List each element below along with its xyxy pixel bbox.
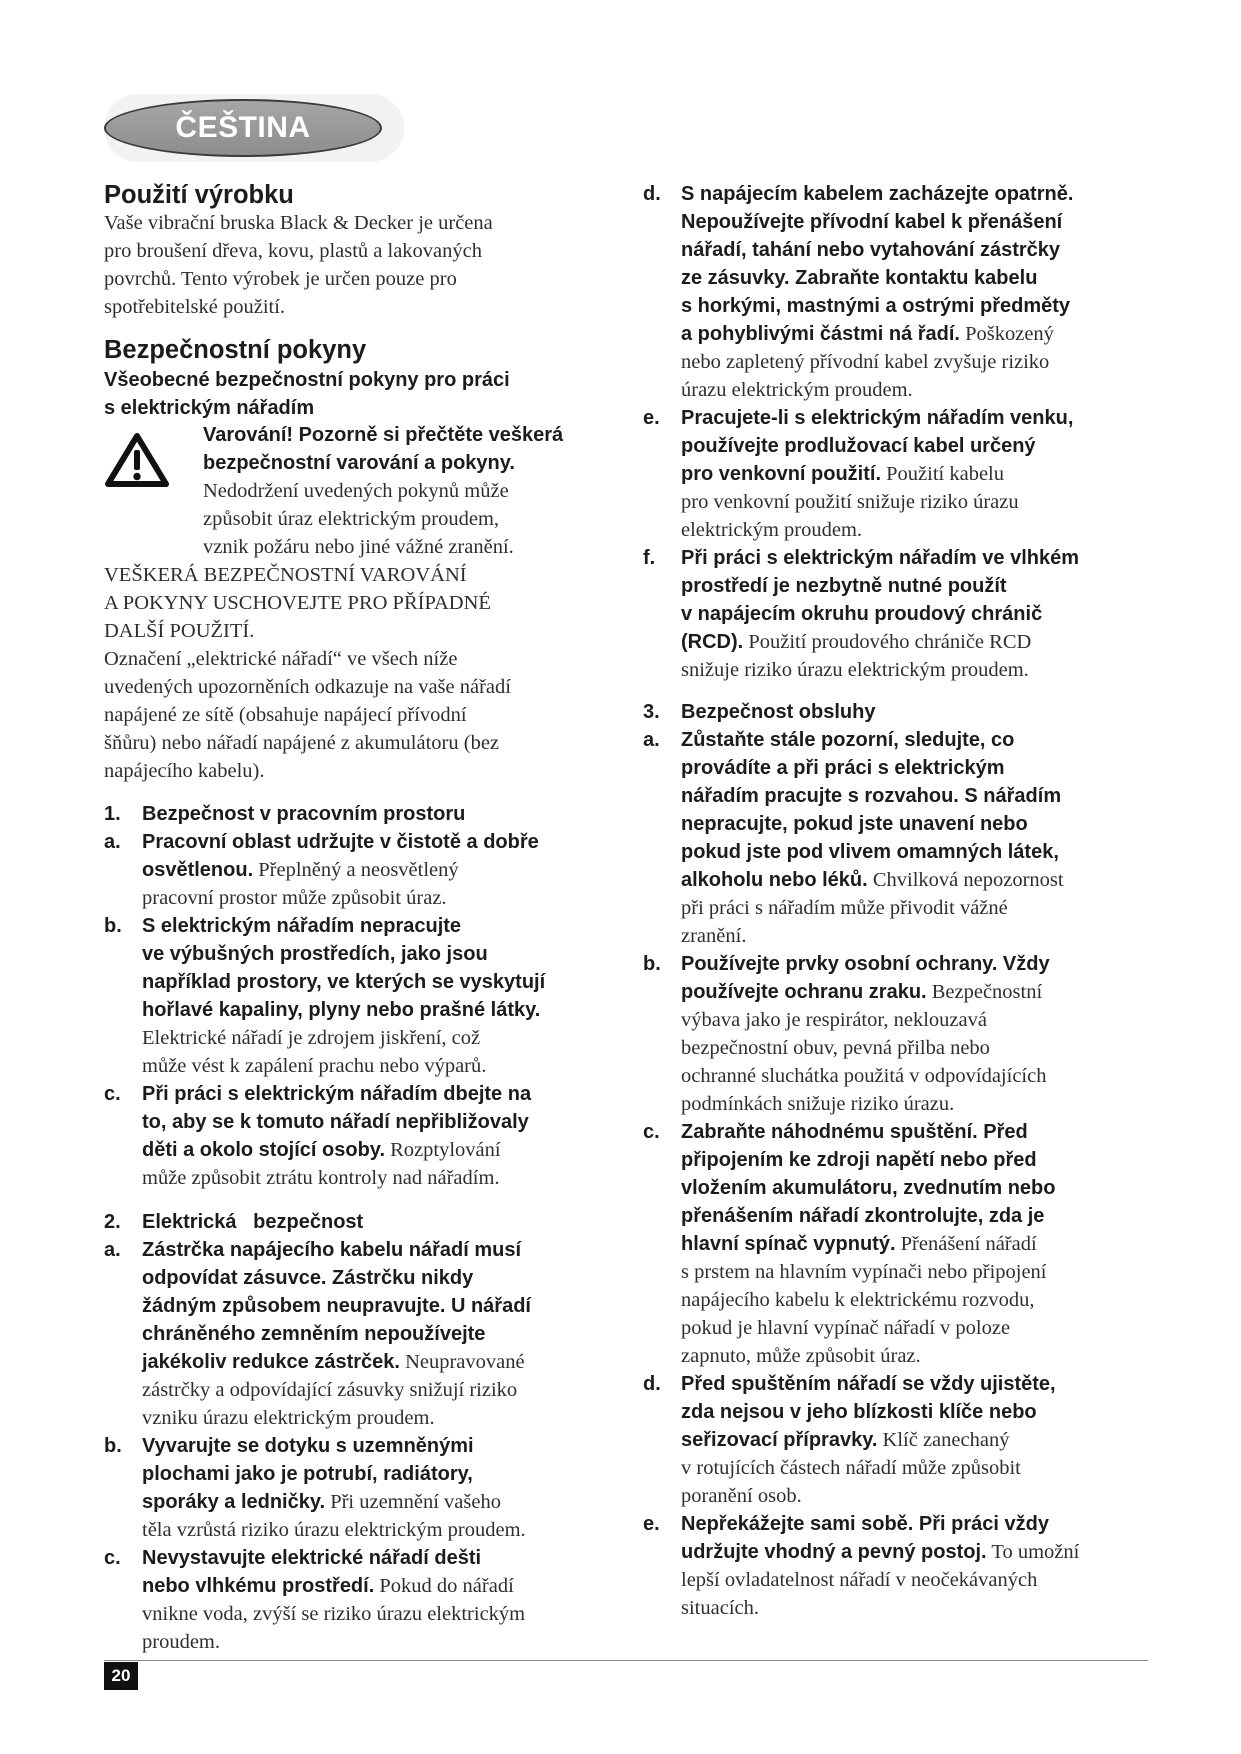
item-line: výbava jako je respirátor, neklouzavá (681, 1009, 987, 1031)
item-line-bold: S napájecím kabelem zacházejte opatrně. (681, 183, 1074, 205)
item-marker: c. (643, 1121, 660, 1143)
item-2d (643, 180, 1079, 404)
item-line-bold: udržujte vhodný a pevný postoj. (681, 1541, 987, 1563)
item-line (104, 856, 545, 884)
item-first-line (643, 726, 1079, 754)
section-3 (643, 698, 1079, 1622)
item-line: používejte prodlužovací kabel určený (681, 435, 1036, 457)
keep-line: A POKYNY USCHOVEJTE PRO PŘÍPADNÉ (104, 592, 491, 614)
section-2 (104, 1208, 531, 1656)
item-marker: c. (104, 1083, 121, 1105)
item-line: může způsobit ztrátu kontroly nad nářadím. (142, 1167, 500, 1189)
subtitle-line: Všeobecné bezpečnostní pokyny pro práci (104, 369, 510, 391)
item-line-text: Přeplněný a neosvětlený (258, 859, 459, 881)
item-line: v rotujících částech nářadí může způsobit (681, 1457, 1021, 1479)
item-line: hořlavé kapaliny, plyny nebo prašné látky. (142, 999, 541, 1021)
item-line-bold: Pracujete-li s elektrickým nářadím venku, (681, 407, 1074, 429)
item-2b (104, 1432, 531, 1544)
item-line-bold: Nevystavujte elektrické nářadí dešti (142, 1547, 482, 1569)
item-line: pokud jste pod vlivem omamných látek, (681, 841, 1059, 863)
item-1c (104, 1080, 545, 1192)
subtitle-line: s elektrickým nářadím (104, 397, 315, 419)
item-first-line (643, 1510, 1079, 1538)
item-3d (643, 1370, 1079, 1510)
usage-paragraph (104, 209, 493, 321)
item-line: nářadím pracujte s rozvahou. S nářadím (681, 785, 1062, 807)
item-line: připojením ke zdroji napětí nebo před (681, 1149, 1037, 1171)
item-marker: e. (643, 407, 660, 429)
item-line-bold: sporáky a ledničky. (142, 1491, 326, 1513)
item-line (104, 1136, 545, 1164)
item-line: ve výbušných prostředích, jako jsou (142, 943, 488, 965)
warning-triangle-icon (104, 431, 170, 489)
item-first-line (104, 1544, 531, 1572)
item-marker: b. (643, 953, 661, 975)
item-2e (643, 404, 1079, 544)
section-heading (104, 1208, 531, 1236)
safety-subtitle (104, 366, 510, 422)
item-line: podmínkách snižuje riziko úrazu. (681, 1093, 955, 1115)
item-line-bold: seřizovací přípravky. (681, 1429, 878, 1451)
item-1a (104, 828, 545, 912)
item-line-bold: Pracovní oblast udržujte v čistotě a dobře (142, 831, 539, 853)
item-line: například prostory, ve kterých se vyskytují (142, 971, 546, 993)
item-line: žádným způsobem neupravujte. U nářadí (142, 1295, 531, 1317)
item-marker: d. (643, 1373, 661, 1395)
item-line (104, 1572, 531, 1600)
language-label: ČEŠTINA (175, 111, 311, 144)
item-1b (104, 912, 545, 1080)
item-line (643, 1538, 1079, 1566)
item-line-text: Poškozený (965, 323, 1054, 345)
item-first-line (104, 1080, 545, 1108)
item-first-line (643, 544, 1079, 572)
item-3c (643, 1118, 1079, 1370)
item-3a (643, 726, 1079, 950)
item-line-bold: Nepřekážejte sami sobě. Při práci vždy (681, 1513, 1049, 1535)
item-line: může vést k zapálení prachu nebo výparů. (142, 1055, 487, 1077)
item-line-bold: Zůstaňte stále pozorní, sledujte, co (681, 729, 1015, 751)
item-line-bold: Před spuštěním nářadí se vždy ujistěte, (681, 1373, 1056, 1395)
item-first-line (643, 1370, 1079, 1398)
item-line: nářadí, tahání nebo vytahování zástrčky (681, 239, 1061, 261)
item-line-bold: Používejte prvky osobní ochrany. Vždy (681, 953, 1050, 975)
item-line: proudem. (142, 1631, 220, 1653)
body-line: spotřebitelské použití. (104, 296, 286, 318)
item-line: bezpečnostní obuv, pevná přilba nebo (681, 1037, 990, 1059)
item-line: ze zásuvky. Zabraňte kontaktu kabelu (681, 267, 1038, 289)
note-line: šňůru) nebo nářadí napájené z akumulátoru (bez (104, 732, 500, 754)
item-line (104, 1348, 531, 1376)
item-line: plochami jako je potrubí, radiátory, (142, 1463, 473, 1485)
item-line-text: Chvilková nepozornost (872, 869, 1064, 891)
item-line: pracovní prostor může způsobit úraz. (142, 887, 447, 909)
item-line-bold: (RCD). (681, 631, 744, 653)
item-line (643, 866, 1079, 894)
item-line: situacích. (681, 1597, 759, 1619)
item-line (643, 1426, 1079, 1454)
item-line: napájecího kabelu k elektrickému rozvodu, (681, 1289, 1035, 1311)
item-line: vložením akumulátoru, zvednutím nebo (681, 1177, 1056, 1199)
item-line (643, 320, 1079, 348)
item-line: nebo zapletený přívodní kabel zvyšuje riziko (681, 351, 1050, 373)
page-number: 20 (104, 1662, 138, 1690)
warning-line: vznik požáru nebo jiné vážné zranění. (203, 536, 514, 558)
item-line-text: Bezpečnostní (931, 981, 1043, 1003)
section-title: Elektrická bezpečnost (142, 1211, 364, 1233)
item-first-line (643, 180, 1079, 208)
item-3b (643, 950, 1079, 1118)
item-line: vzniku úrazu elektrickým proudem. (142, 1407, 435, 1429)
item-marker: d. (643, 183, 661, 205)
item-line (104, 1488, 531, 1516)
item-line: zástrčky a odpovídající zásuvky snižují riziko (142, 1379, 518, 1401)
body-line: povrchů. Tento výrobek je určen pouze pro (104, 268, 457, 290)
body-line: pro broušení dřeva, kovu, plastů a lakovaných (104, 240, 483, 262)
item-line-bold: Zabraňte náhodnému spuštění. Před (681, 1121, 1028, 1143)
item-line-bold: hlavní spínač vypnutý. (681, 1233, 896, 1255)
item-line-bold: Při práci s elektrickým nářadím ve vlhkém (681, 547, 1079, 569)
item-first-line (643, 1118, 1079, 1146)
item-line-bold: pro venkovní použití. (681, 463, 882, 485)
item-line: snižuje riziko úrazu elektrickým proudem. (681, 659, 1029, 681)
item-line-bold: a pohyblivými částmi ná řadí. (681, 323, 960, 345)
keep-line: DALŠÍ POUŽITÍ. (104, 620, 255, 642)
section-title: Bezpečnost obsluhy (681, 701, 876, 723)
note-line: Označení „elektrické nářadí“ ve všech níže (104, 648, 458, 670)
note-line: napájecího kabelu). (104, 760, 265, 782)
item-line: provádíte a při práci s elektrickým (681, 757, 1005, 779)
item-marker: f. (643, 547, 656, 569)
item-line-text: Rozptylování (390, 1139, 501, 1161)
item-marker: a. (104, 831, 121, 853)
item-marker: e. (643, 1513, 660, 1535)
item-line: chráněného zemněním nepoužívejte (142, 1323, 486, 1345)
item-line-bold: děti a okolo stojící osoby. (142, 1139, 385, 1161)
item-marker: c. (104, 1547, 121, 1569)
footer-rule (104, 1660, 1148, 1661)
item-line-bold: Vyvarujte se dotyku s uzemněnými (142, 1435, 474, 1457)
item-first-line (643, 404, 1079, 432)
section-heading (643, 698, 1079, 726)
item-line: prostředí je nezbytně nutné použít (681, 575, 1007, 597)
warning-bold-line: Varování! Pozorně si přečtěte veškerá (203, 424, 564, 446)
item-3e (643, 1510, 1079, 1622)
item-line: vnikne voda, zvýší se riziko úrazu elektrickým (142, 1603, 526, 1625)
section-title: Bezpečnost v pracovním prostoru (142, 803, 466, 825)
section-number: 2. (104, 1211, 121, 1233)
item-line-text: Pokud do nářadí (379, 1575, 514, 1597)
item-first-line (643, 950, 1079, 978)
warning-line: Nedodržení uvedených pokynů může (203, 480, 509, 502)
item-line-text: Použití kabelu (886, 463, 1004, 485)
item-first-line (104, 1236, 531, 1264)
item-line: v napájecím okruhu proudový chránič (681, 603, 1043, 625)
item-line: Nepoužívejte přívodní kabel k přenášení (681, 211, 1063, 233)
item-line-text: Při uzemnění vašeho (330, 1491, 501, 1513)
item-line-text: To umožní (991, 1541, 1080, 1563)
item-line: přenášením nářadí zkontrolujte, zda je (681, 1205, 1045, 1227)
item-line: úrazu elektrickým proudem. (681, 379, 913, 401)
item-marker: a. (643, 729, 660, 751)
item-line: poranění osob. (681, 1485, 802, 1507)
item-line: s prstem na hlavním vypínači nebo připojení (681, 1261, 1047, 1283)
item-line-bold: používejte ochranu zraku. (681, 981, 927, 1003)
item-2a (104, 1236, 531, 1432)
section-number: 3. (643, 701, 660, 723)
item-line-bold: alkoholu nebo léků. (681, 869, 868, 891)
item-first-line (104, 1432, 531, 1460)
item-line: při práci s nářadím může přivodit vážné (681, 897, 1008, 919)
item-2f (643, 544, 1079, 684)
item-line-bold: nebo vlhkému prostředí. (142, 1575, 375, 1597)
item-line (643, 978, 1079, 1006)
item-line: elektrickým proudem. (681, 519, 863, 541)
item-marker: b. (104, 1435, 122, 1457)
item-first-line (104, 912, 545, 940)
item-line-bold: S elektrickým nářadím nepracujte (142, 915, 462, 937)
warning-bold-line: bezpečnostní varování a pokyny. (203, 452, 515, 474)
item-line: s horkými, mastnými a ostrými předměty (681, 295, 1071, 317)
item-line: zranění. (681, 925, 747, 947)
item-line: pokud je hlavní vypínač nářadí v poloze (681, 1317, 1011, 1339)
item-line: zapnuto, může způsobit úraz. (681, 1345, 921, 1367)
item-line-bold: osvětlenou. (142, 859, 254, 881)
item-line: zda nejsou v jeho blízkosti klíče nebo (681, 1401, 1037, 1423)
keep-line: VEŠKERÁ BEZPEČNOSTNÍ VAROVÁNÍ (104, 564, 467, 586)
item-line: odpovídat zásuvce. Zástrčku nikdy (142, 1267, 474, 1289)
section-heading (104, 800, 545, 828)
item-marker: a. (104, 1239, 121, 1261)
item-2c (104, 1544, 531, 1656)
keep-instructions (104, 561, 511, 785)
item-marker: b. (104, 915, 122, 937)
note-line: napájené ze sítě (obsahuje napájecí přívodní (104, 704, 467, 726)
item-line: těla vzrůstá riziko úrazu elektrickým proudem. (142, 1519, 526, 1541)
item-line: nepracujte, pokud jste unavení nebo (681, 813, 1028, 835)
item-line: lepší ovladatelnost nářadí v neočekávaných (681, 1569, 1038, 1591)
section-2-continued (643, 180, 1079, 684)
item-line-bold: Při práci s elektrickým nářadím dbejte na (142, 1083, 532, 1105)
item-first-line (104, 828, 545, 856)
item-line-text: Použití proudového chrániče RCD (748, 631, 1032, 653)
item-line: ochranné sluchátka použitá v odpovídajících (681, 1065, 1047, 1087)
item-line (643, 460, 1079, 488)
body-line: Vaše vibrační bruska Black & Decker je určena (104, 212, 493, 234)
item-line-text: Neupravované (405, 1351, 525, 1373)
section-1 (104, 800, 545, 1192)
item-line-text: Přenášení nářadí (900, 1233, 1037, 1255)
safety-title: Bezpečnostní pokyny (104, 336, 367, 364)
item-line: pro venkovní použití snižuje riziko úrazu (681, 491, 1019, 513)
item-line (643, 1230, 1079, 1258)
warning-line: způsobit úraz elektrickým proudem, (203, 508, 500, 530)
warning-text (203, 421, 563, 561)
section-number: 1. (104, 803, 121, 825)
language-badge (104, 99, 382, 157)
item-line: to, aby se k tomuto nářadí nepřibližovaly (142, 1111, 529, 1133)
item-line-bold: jakékoliv redukce zástrček. (142, 1351, 400, 1373)
item-line-bold: Zástrčka napájecího kabelu nářadí musí (142, 1239, 522, 1261)
usage-title: Použití výrobku (104, 181, 294, 209)
item-line (643, 628, 1079, 656)
note-line: uvedených upozorněních odkazuje na vaše nářadí (104, 676, 511, 698)
item-line: Elektrické nářadí je zdrojem jiskření, což (142, 1027, 481, 1049)
item-line-text: Klíč zanechaný (882, 1429, 1010, 1451)
